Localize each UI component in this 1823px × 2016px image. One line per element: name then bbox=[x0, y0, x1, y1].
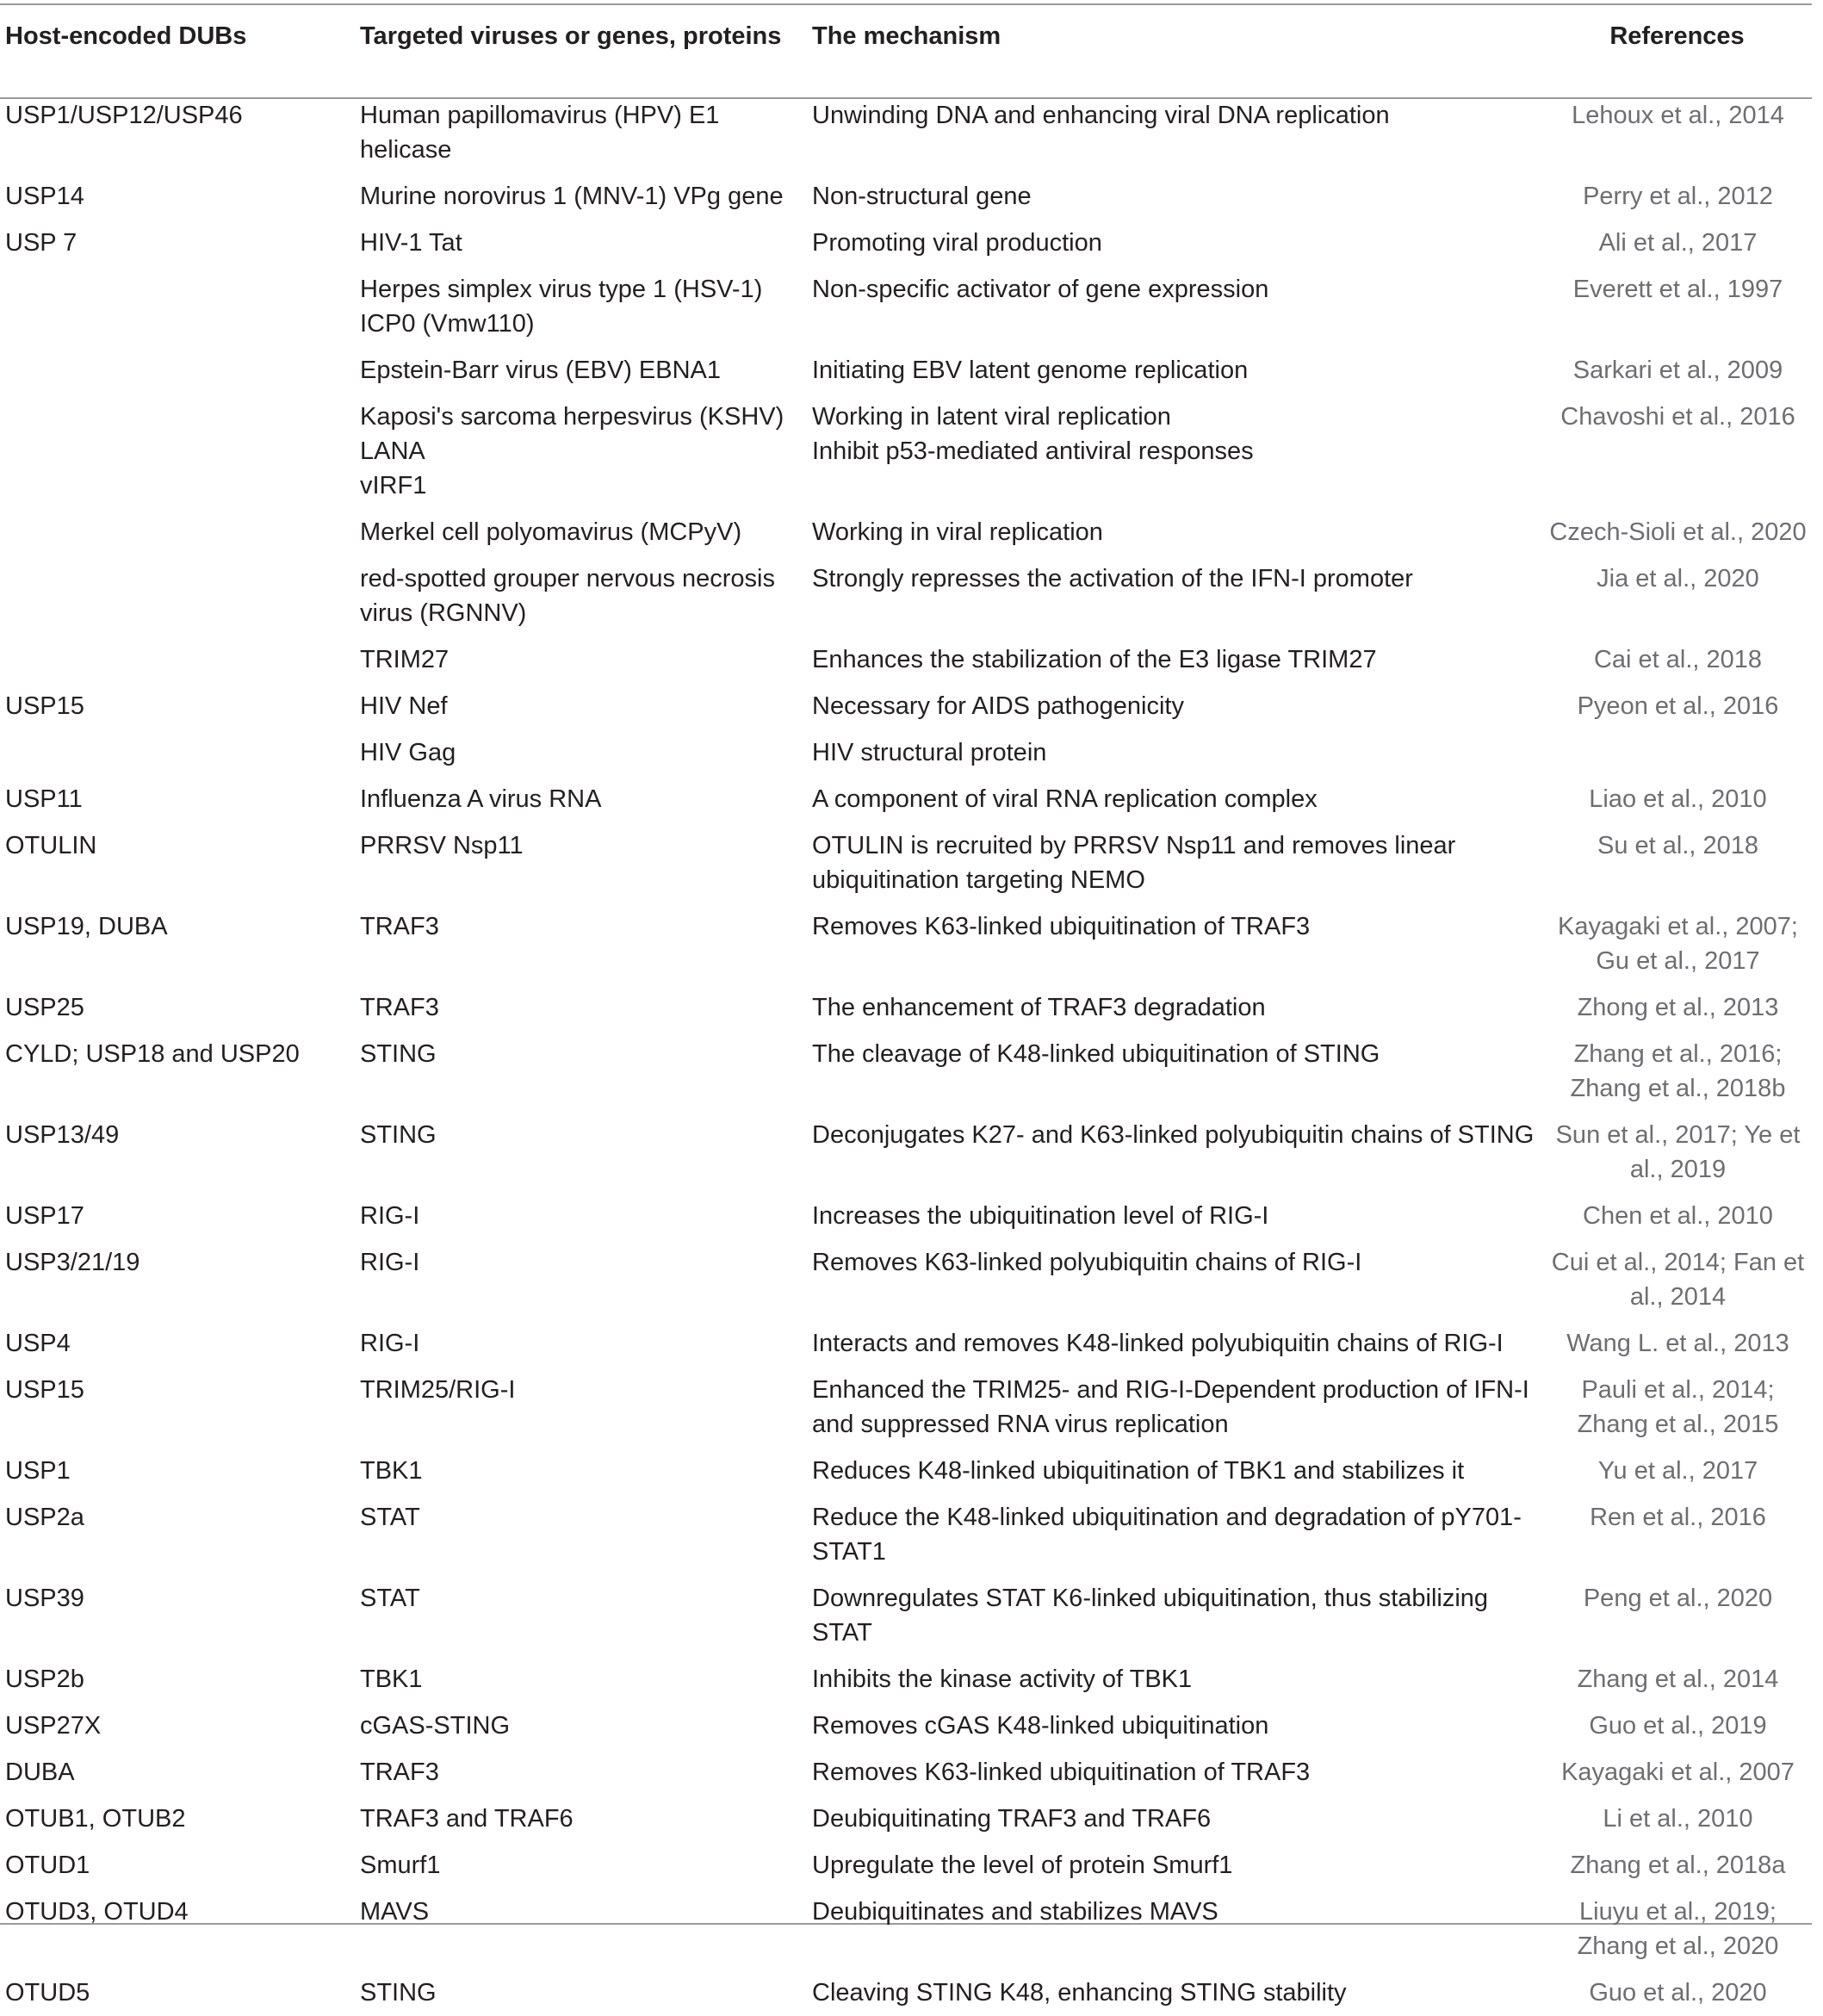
cell-target-text: TRIM25/RIG-I bbox=[360, 1376, 516, 1404]
cell-target-text: TRIM27 bbox=[360, 646, 450, 673]
cell-reference-text: Kayagaki et al., 2007 bbox=[1561, 1759, 1795, 1786]
cell-dub bbox=[0, 1749, 355, 1796]
cell-target bbox=[355, 903, 807, 984]
cell-dub-text: USP2b bbox=[5, 1666, 84, 1693]
cell-dub-text: CYLD; USP18 and USP20 bbox=[5, 1040, 300, 1068]
table-row bbox=[0, 822, 1812, 903]
cell-mechanism bbox=[807, 555, 1544, 636]
cell-target-text: Kaposi's sarcoma herpesvirus (KSHV) LANA bbox=[360, 403, 784, 465]
cell-dub bbox=[0, 1193, 355, 1239]
cell-dub-text: USP 7 bbox=[5, 229, 78, 257]
cell-reference-text: Cui et al., 2014; Fan et al., 2014 bbox=[1551, 1249, 1805, 1311]
table-row bbox=[0, 1796, 1812, 1842]
cell-mechanism bbox=[807, 1703, 1544, 1749]
cell-mechanism bbox=[807, 1656, 1544, 1703]
cell-reference-text: Chen et al., 2010 bbox=[1583, 1202, 1773, 1230]
cell-mechanism-text: OTULIN is recruited by PRRSV Nsp11 and removes linear ubiquitination targeting NEMO bbox=[812, 832, 1456, 894]
cell-mechanism-text: A component of viral RNA replication complex bbox=[812, 785, 1318, 813]
cell-reference-text: Everett et al., 1997 bbox=[1572, 276, 1783, 303]
cell-target bbox=[355, 1448, 807, 1494]
column-header-references: References bbox=[1609, 22, 1745, 50]
cell-mechanism-text: Enhances the stabilization of the E3 ligase TRIM27 bbox=[812, 646, 1377, 673]
cell-mechanism bbox=[807, 822, 1544, 903]
cell-reference-text: Zhang et al., 2016; Zhang et al., 2018b bbox=[1570, 1040, 1786, 1102]
cell-reference bbox=[1544, 394, 1812, 509]
cell-reference bbox=[1544, 683, 1812, 729]
cell-reference bbox=[1544, 729, 1812, 776]
cell-target-text: TRAF3 and TRAF6 bbox=[360, 1805, 574, 1833]
cell-dub bbox=[0, 1703, 355, 1749]
cell-mechanism-text: Cleaving STING K48, enhancing STING stability bbox=[812, 1979, 1347, 2007]
cell-dub-text: USP2a bbox=[5, 1504, 84, 1531]
cell-mechanism-text: Enhanced the TRIM25- and RIG-I-Dependent production of IFN-I and suppressed RNA virus replication bbox=[812, 1376, 1529, 1438]
cell-target-text: STING bbox=[360, 1121, 437, 1149]
cell-target bbox=[355, 1494, 807, 1575]
table-row bbox=[0, 1239, 1812, 1320]
cell-dub bbox=[0, 1842, 355, 1889]
cell-reference-text: Peng et al., 2020 bbox=[1583, 1585, 1773, 1612]
cell-reference bbox=[1544, 1448, 1812, 1494]
cell-dub-text: DUBA bbox=[5, 1759, 75, 1786]
cell-reference bbox=[1544, 1031, 1812, 1112]
cell-reference-text: Kayagaki et al., 2007; Gu et al., 2017 bbox=[1558, 913, 1798, 975]
cell-target-text: Human papillomavirus (HPV) E1 helicase bbox=[360, 102, 720, 164]
cell-mechanism-text: Working in latent viral replication bbox=[812, 403, 1171, 431]
cell-target-text: PRRSV Nsp11 bbox=[360, 832, 524, 859]
cell-reference bbox=[1544, 173, 1812, 220]
cell-mechanism-text: Upregulate the level of protein Smurf1 bbox=[812, 1852, 1233, 1879]
table-row bbox=[0, 1656, 1812, 1703]
cell-mechanism bbox=[807, 1193, 1544, 1239]
cell-dub-text: USP39 bbox=[5, 1585, 84, 1612]
cell-dub-text: USP1 bbox=[5, 1457, 71, 1485]
cell-reference bbox=[1544, 903, 1812, 984]
table-row bbox=[0, 1031, 1812, 1112]
cell-mechanism bbox=[807, 1796, 1544, 1842]
cell-reference bbox=[1544, 1703, 1812, 1749]
cell-mechanism bbox=[807, 394, 1544, 509]
cell-mechanism bbox=[807, 173, 1544, 220]
cell-target-text: RIG-I bbox=[360, 1330, 420, 1357]
table-row bbox=[0, 636, 1812, 683]
cell-dub bbox=[0, 1239, 355, 1320]
cell-mechanism bbox=[807, 1842, 1544, 1889]
table-body bbox=[0, 84, 1812, 2016]
cell-mechanism-text: Promoting viral production bbox=[812, 229, 1102, 257]
cell-mechanism bbox=[807, 1320, 1544, 1367]
cell-mechanism-text: Downregulates STAT K6-linked ubiquitination, thus stabilizing STAT bbox=[812, 1585, 1489, 1647]
cell-target bbox=[355, 1112, 807, 1193]
table-row bbox=[0, 984, 1812, 1031]
cell-reference-text: Sarkari et al., 2009 bbox=[1572, 357, 1783, 384]
cell-dub-text: OTULIN bbox=[5, 832, 97, 859]
table-row bbox=[0, 84, 1812, 173]
table-row bbox=[0, 1575, 1812, 1656]
cell-target bbox=[355, 1969, 807, 2016]
cell-dub bbox=[0, 555, 355, 636]
cell-target-text: MAVS bbox=[360, 1898, 430, 1926]
cell-mechanism bbox=[807, 1367, 1544, 1448]
cell-mechanism-text: Necessary for AIDS pathogenicity bbox=[812, 692, 1184, 720]
cell-target bbox=[355, 555, 807, 636]
table-row bbox=[0, 220, 1812, 266]
cell-target bbox=[355, 1031, 807, 1112]
cell-target bbox=[355, 1842, 807, 1889]
cell-reference-text: Su et al., 2018 bbox=[1597, 832, 1759, 859]
column-header-mechanism: The mechanism bbox=[812, 22, 1001, 50]
cell-mechanism bbox=[807, 1749, 1544, 1796]
cell-target bbox=[355, 683, 807, 729]
cell-reference bbox=[1544, 509, 1812, 555]
cell-reference-text: Chavoshi et al., 2016 bbox=[1560, 403, 1795, 431]
cell-mechanism-text: Deubiquitinating TRAF3 and TRAF6 bbox=[812, 1805, 1212, 1833]
cell-reference-text: Zhang et al., 2014 bbox=[1577, 1666, 1779, 1693]
cell-reference bbox=[1544, 1494, 1812, 1575]
cell-mechanism bbox=[807, 776, 1544, 822]
cell-dub bbox=[0, 1575, 355, 1656]
cell-target-text: Smurf1 bbox=[360, 1852, 441, 1879]
cell-mechanism bbox=[807, 984, 1544, 1031]
cell-dub bbox=[0, 1494, 355, 1575]
cell-target-text: RIG-I bbox=[360, 1202, 420, 1230]
cell-dub bbox=[0, 266, 355, 347]
table-row bbox=[0, 1969, 1812, 2016]
cell-mechanism-text: Removes K63-linked ubiquitination of TRAF3 bbox=[812, 913, 1311, 940]
cell-mechanism bbox=[807, 636, 1544, 683]
cell-dub-text: USP27X bbox=[5, 1712, 102, 1740]
cell-target bbox=[355, 1575, 807, 1656]
cell-dub bbox=[0, 220, 355, 266]
cell-dub-text: USP11 bbox=[5, 785, 83, 813]
table-row bbox=[0, 1320, 1812, 1367]
cell-target bbox=[355, 984, 807, 1031]
cell-dub-text: OTUD5 bbox=[5, 1979, 90, 2007]
cell-mechanism bbox=[807, 1448, 1544, 1494]
cell-mechanism-text: The enhancement of TRAF3 degradation bbox=[812, 994, 1266, 1021]
cell-reference bbox=[1544, 1367, 1812, 1448]
cell-dub bbox=[0, 1320, 355, 1367]
cell-mechanism-text: Non-specific activator of gene expression bbox=[812, 276, 1269, 303]
table-row bbox=[0, 903, 1812, 984]
cell-dub-text: USP17 bbox=[5, 1202, 84, 1230]
cell-mechanism-text-extra: Inhibit p53-mediated antiviral responses bbox=[812, 437, 1254, 465]
cell-reference-text: Cai et al., 2018 bbox=[1593, 646, 1763, 673]
cell-dub bbox=[0, 84, 355, 173]
cell-target-text: STAT bbox=[360, 1585, 420, 1612]
table-row bbox=[0, 1193, 1812, 1239]
cell-reference bbox=[1544, 266, 1812, 347]
cell-mechanism-text: HIV structural protein bbox=[812, 739, 1047, 766]
cell-dub bbox=[0, 394, 355, 509]
cell-reference bbox=[1544, 1193, 1812, 1239]
cell-dub bbox=[0, 636, 355, 683]
table-row bbox=[0, 1703, 1812, 1749]
cell-dub bbox=[0, 173, 355, 220]
table-row bbox=[0, 347, 1812, 394]
cell-target-text: TRAF3 bbox=[360, 994, 439, 1021]
cell-reference-text: Guo et al., 2019 bbox=[1589, 1712, 1767, 1740]
cell-target-text: Murine norovirus 1 (MNV-1) VPg gene bbox=[360, 183, 784, 210]
cell-reference bbox=[1544, 1749, 1812, 1796]
cell-dub bbox=[0, 683, 355, 729]
cell-dub bbox=[0, 1969, 355, 2016]
cell-dub-text: OTUD1 bbox=[5, 1852, 90, 1879]
cell-dub bbox=[0, 1796, 355, 1842]
cell-reference bbox=[1544, 1889, 1812, 1969]
column-header-dub: Host-encoded DUBs bbox=[5, 22, 247, 50]
cell-target bbox=[355, 636, 807, 683]
cell-reference bbox=[1544, 776, 1812, 822]
cell-reference-text: Jia et al., 2020 bbox=[1597, 565, 1759, 592]
table-row bbox=[0, 1494, 1812, 1575]
cell-target bbox=[355, 173, 807, 220]
cell-dub-text: USP15 bbox=[5, 1376, 84, 1404]
cell-target-text: HIV-1 Tat bbox=[360, 229, 462, 257]
cell-mechanism-text: Increases the ubiquitination level of RIG-I bbox=[812, 1202, 1269, 1230]
cell-reference bbox=[1544, 1320, 1812, 1367]
table-row bbox=[0, 1749, 1812, 1796]
cell-dub-text: USP4 bbox=[5, 1330, 71, 1357]
cell-reference-text: Pyeon et al., 2016 bbox=[1577, 692, 1779, 720]
cell-mechanism bbox=[807, 1031, 1544, 1112]
cell-target-text-extra: vIRF1 bbox=[360, 472, 427, 499]
cell-dub bbox=[0, 984, 355, 1031]
cell-reference-text: Liuyu et al., 2019; Zhang et al., 2020 bbox=[1577, 1898, 1779, 1960]
table-row bbox=[0, 555, 1812, 636]
cell-dub-text: USP1/USP12/USP46 bbox=[5, 102, 243, 129]
cell-reference-text: Zhang et al., 2018a bbox=[1570, 1852, 1786, 1879]
cell-mechanism-text: Deconjugates K27- and K63-linked polyubiquitin chains of STING bbox=[812, 1121, 1535, 1149]
dub-table bbox=[0, 5, 1812, 2016]
cell-mechanism bbox=[807, 729, 1544, 776]
cell-reference-text: Ren et al., 2016 bbox=[1590, 1504, 1766, 1531]
cell-reference bbox=[1544, 1656, 1812, 1703]
cell-dub bbox=[0, 509, 355, 555]
cell-reference-text: Sun et al., 2017; Ye et al., 2019 bbox=[1555, 1121, 1801, 1183]
table-row bbox=[0, 509, 1812, 555]
cell-target-text: STING bbox=[360, 1979, 437, 2007]
cell-target bbox=[355, 84, 807, 173]
cell-reference bbox=[1544, 220, 1812, 266]
cell-mechanism bbox=[807, 1575, 1544, 1656]
table-row bbox=[0, 266, 1812, 347]
cell-mechanism-text: Working in viral replication bbox=[812, 518, 1103, 546]
cell-reference bbox=[1544, 636, 1812, 683]
cell-mechanism-text: The cleavage of K48-linked ubiquitination of STING bbox=[812, 1040, 1380, 1068]
cell-reference bbox=[1544, 1842, 1812, 1889]
cell-dub bbox=[0, 1031, 355, 1112]
cell-target-text: Influenza A virus RNA bbox=[360, 785, 602, 813]
cell-target bbox=[355, 220, 807, 266]
cell-target bbox=[355, 1320, 807, 1367]
cell-dub bbox=[0, 1889, 355, 1969]
cell-dub-text: USP15 bbox=[5, 692, 84, 720]
cell-mechanism-text: Unwinding DNA and enhancing viral DNA replication bbox=[812, 102, 1390, 129]
cell-target-text: STAT bbox=[360, 1504, 420, 1531]
table-row bbox=[0, 394, 1812, 509]
cell-mechanism-text: Interacts and removes K48-linked polyubiquitin chains of RIG-I bbox=[812, 1330, 1504, 1357]
cell-target bbox=[355, 266, 807, 347]
cell-target-text: Merkel cell polyomavirus (MCPyV) bbox=[360, 518, 742, 546]
cell-target-text: red-spotted grouper nervous necrosis virus (RGNNV) bbox=[360, 565, 775, 627]
cell-target bbox=[355, 1796, 807, 1842]
cell-reference bbox=[1544, 1112, 1812, 1193]
cell-dub-text: USP13/49 bbox=[5, 1121, 120, 1149]
cell-target bbox=[355, 1703, 807, 1749]
cell-mechanism-text: Initiating EBV latent genome replication bbox=[812, 357, 1249, 384]
cell-mechanism-text: Non-structural gene bbox=[812, 183, 1032, 210]
cell-target-text: TRAF3 bbox=[360, 913, 439, 940]
cell-dub bbox=[0, 822, 355, 903]
cell-target bbox=[355, 1239, 807, 1320]
cell-target-text: HIV Nef bbox=[360, 692, 448, 720]
cell-dub bbox=[0, 1448, 355, 1494]
cell-target bbox=[355, 1656, 807, 1703]
cell-target bbox=[355, 1749, 807, 1796]
cell-target bbox=[355, 1889, 807, 1969]
cell-mechanism bbox=[807, 1239, 1544, 1320]
cell-dub bbox=[0, 903, 355, 984]
cell-mechanism-text: Strongly represses the activation of the IFN-I promoter bbox=[812, 565, 1413, 592]
cell-target bbox=[355, 776, 807, 822]
cell-reference bbox=[1544, 1796, 1812, 1842]
cell-reference-text: Lehoux et al., 2014 bbox=[1572, 102, 1784, 129]
cell-target-text: cGAS-STING bbox=[360, 1712, 511, 1740]
cell-target-text: TRAF3 bbox=[360, 1759, 439, 1786]
table-row bbox=[0, 1367, 1812, 1448]
cell-dub bbox=[0, 347, 355, 394]
cell-target bbox=[355, 1193, 807, 1239]
table-row bbox=[0, 1889, 1812, 1969]
cell-target bbox=[355, 1367, 807, 1448]
cell-mechanism-text: Removes K63-linked polyubiquitin chains of RIG-I bbox=[812, 1249, 1362, 1276]
cell-mechanism-text: Removes K63-linked ubiquitination of TRAF3 bbox=[812, 1759, 1311, 1786]
cell-reference bbox=[1544, 555, 1812, 636]
cell-dub-text: OTUB1, OTUB2 bbox=[5, 1805, 186, 1833]
table-row bbox=[0, 1448, 1812, 1494]
cell-reference-text: Pauli et al., 2014; Zhang et al., 2015 bbox=[1577, 1376, 1779, 1438]
cell-dub-text: USP19, DUBA bbox=[5, 913, 168, 940]
cell-mechanism bbox=[807, 1494, 1544, 1575]
table-row bbox=[0, 173, 1812, 220]
cell-target bbox=[355, 822, 807, 903]
cell-target-text: TBK1 bbox=[360, 1666, 423, 1693]
header-row bbox=[0, 5, 1812, 84]
table-row bbox=[0, 1842, 1812, 1889]
cell-dub bbox=[0, 1112, 355, 1193]
cell-reference-text: Czech-Sioli et al., 2020 bbox=[1549, 518, 1807, 546]
cell-reference-text: Perry et al., 2012 bbox=[1583, 183, 1773, 210]
cell-target-text: HIV Gag bbox=[360, 739, 456, 766]
cell-target-text: STING bbox=[360, 1040, 437, 1068]
column-header-target: Targeted viruses or genes, proteins bbox=[360, 22, 782, 50]
cell-target-text: TBK1 bbox=[360, 1457, 423, 1485]
cell-reference-text: Yu et al., 2017 bbox=[1597, 1457, 1758, 1485]
cell-dub-text: USP14 bbox=[5, 183, 84, 210]
cell-dub bbox=[0, 776, 355, 822]
cell-reference bbox=[1544, 1239, 1812, 1320]
cell-reference bbox=[1544, 347, 1812, 394]
cell-target bbox=[355, 347, 807, 394]
table-row bbox=[0, 729, 1812, 776]
cell-mechanism bbox=[807, 220, 1544, 266]
cell-mechanism-text: Deubiquitinates and stabilizes MAVS bbox=[812, 1898, 1218, 1926]
cell-reference bbox=[1544, 1575, 1812, 1656]
cell-target-text: Epstein-Barr virus (EBV) EBNA1 bbox=[360, 357, 722, 384]
cell-reference-text: Wang L. et al., 2013 bbox=[1566, 1330, 1789, 1357]
cell-reference-text: Zhong et al., 2013 bbox=[1577, 994, 1779, 1021]
cell-reference-text: Ali et al., 2017 bbox=[1598, 229, 1758, 257]
table-row bbox=[0, 1112, 1812, 1193]
cell-dub bbox=[0, 1656, 355, 1703]
cell-mechanism bbox=[807, 1889, 1544, 1969]
cell-mechanism-text: Inhibits the kinase activity of TBK1 bbox=[812, 1666, 1193, 1693]
cell-mechanism bbox=[807, 84, 1544, 173]
cell-mechanism bbox=[807, 1969, 1544, 2016]
cell-mechanism bbox=[807, 903, 1544, 984]
cell-dub-text: OTUD3, OTUD4 bbox=[5, 1898, 189, 1926]
cell-dub-text: USP25 bbox=[5, 994, 84, 1021]
cell-mechanism-text: Removes cGAS K48-linked ubiquitination bbox=[812, 1712, 1269, 1740]
cell-mechanism bbox=[807, 347, 1544, 394]
table-row bbox=[0, 776, 1812, 822]
cell-reference bbox=[1544, 1969, 1812, 2016]
cell-mechanism bbox=[807, 1112, 1544, 1193]
cell-reference bbox=[1544, 822, 1812, 903]
cell-dub-text: USP3/21/19 bbox=[5, 1249, 140, 1276]
cell-target-text: Herpes simplex virus type 1 (HSV-1) ICP0 (Vmw110) bbox=[360, 276, 763, 338]
cell-reference-text: Liao et al., 2010 bbox=[1589, 785, 1767, 813]
cell-target bbox=[355, 394, 807, 509]
table-row bbox=[0, 683, 1812, 729]
cell-mechanism bbox=[807, 683, 1544, 729]
cell-reference-text: Li et al., 2010 bbox=[1603, 1805, 1753, 1833]
cell-reference bbox=[1544, 84, 1812, 173]
cell-mechanism-text: Reduce the K48-linked ubiquitination and degradation of pY701-STAT1 bbox=[812, 1504, 1522, 1566]
cell-mechanism bbox=[807, 266, 1544, 347]
cell-dub bbox=[0, 1367, 355, 1448]
cell-reference bbox=[1544, 984, 1812, 1031]
cell-target bbox=[355, 729, 807, 776]
cell-mechanism bbox=[807, 509, 1544, 555]
cell-target bbox=[355, 509, 807, 555]
cell-dub bbox=[0, 729, 355, 776]
cell-mechanism-text: Reduces K48-linked ubiquitination of TBK1 and stabilizes it bbox=[812, 1457, 1465, 1485]
cell-target-text: RIG-I bbox=[360, 1249, 420, 1276]
cell-reference-text: Guo et al., 2020 bbox=[1589, 1979, 1767, 2007]
